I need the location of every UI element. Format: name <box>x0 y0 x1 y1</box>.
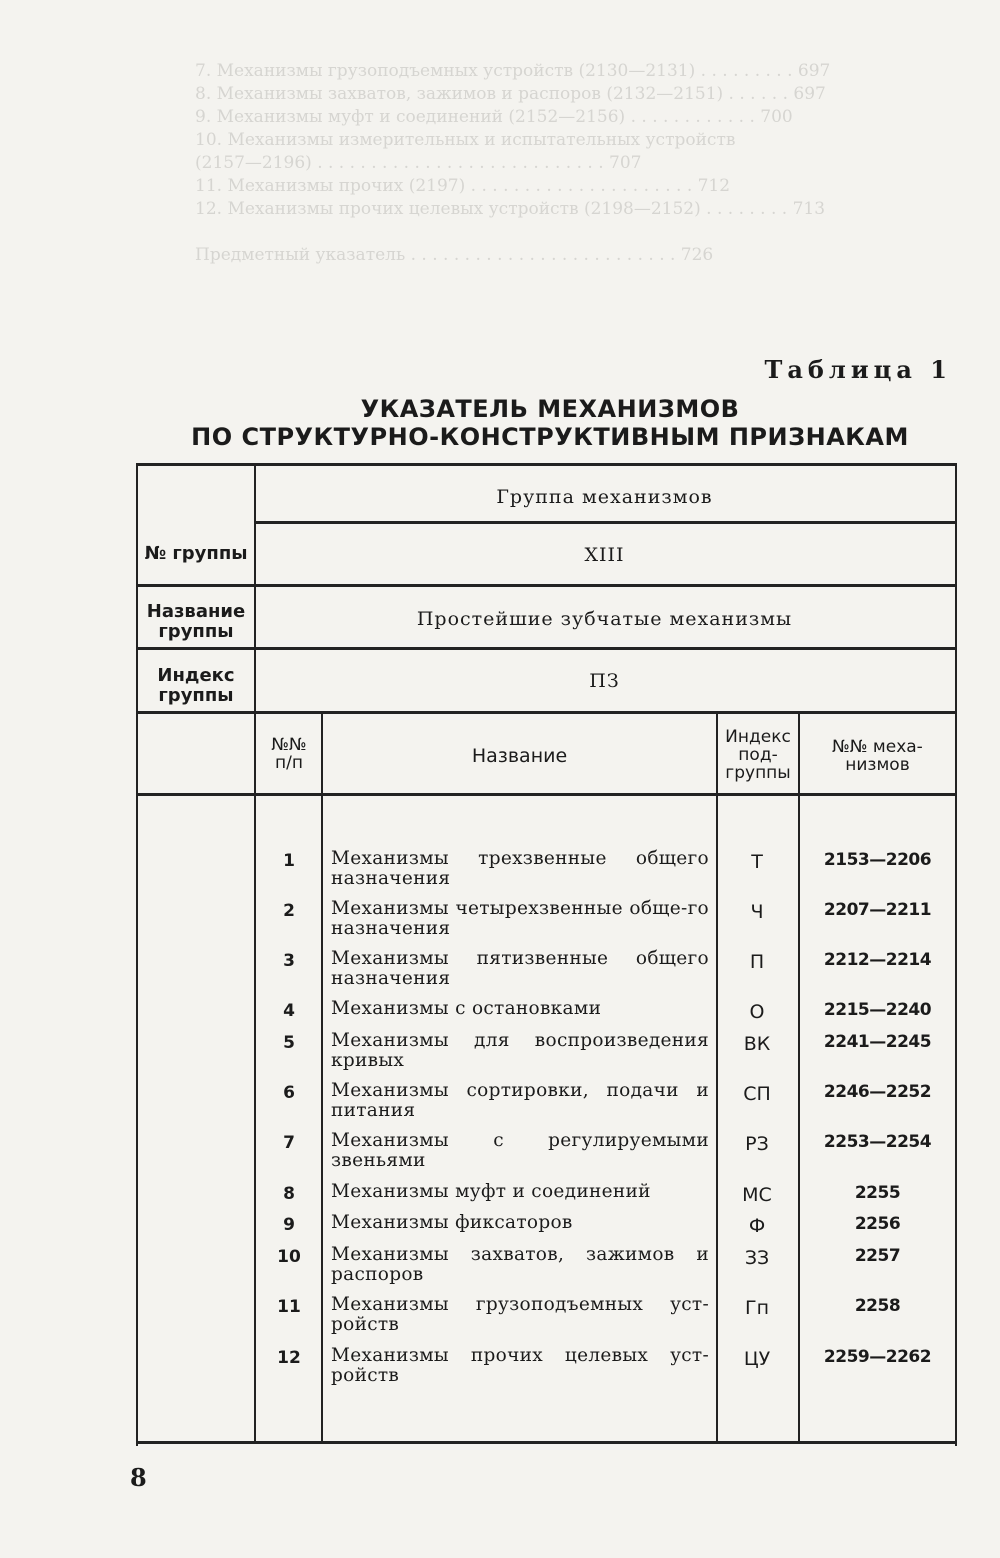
page-number: 8 <box>130 1463 147 1492</box>
row-index: Гп <box>744 1297 769 1319</box>
rule <box>138 711 955 714</box>
row-name: Механизмы грузоподъемных уст-ройств <box>331 1294 709 1335</box>
ghost-line: 8. Механизмы захватов, зажимов и распоров (2132—2151) . . . . . . 697 <box>195 84 826 104</box>
row-range: 2259—2262 <box>823 1347 932 1367</box>
table-row <box>138 1245 955 1295</box>
group-caption: Группа механизмов <box>496 486 713 508</box>
table-row <box>138 849 955 899</box>
rule <box>138 647 955 650</box>
col-subidx-head-line: под- <box>738 745 778 765</box>
group-name-label: группы <box>158 621 234 642</box>
page-subtitle: ПО СТРУКТУРНО-КОНСТРУКТИВНЫМ ПРИЗНАКАМ <box>191 423 909 451</box>
group-index-label: группы <box>158 685 234 706</box>
group-index-label: Индекс <box>157 665 235 686</box>
row-range: 2246—2252 <box>823 1082 932 1102</box>
ghost-line: 12. Механизмы прочих целевых устройств (2198—2152) . . . . . . . . 713 <box>195 199 826 219</box>
rule <box>138 1441 955 1444</box>
row-name: Механизмы с регулируемыми звеньями <box>331 1130 709 1171</box>
table-label: Таблица 1 <box>764 355 952 384</box>
table-row <box>138 1031 955 1081</box>
row-range: 2257 <box>854 1246 901 1266</box>
row-number: 2 <box>283 901 295 921</box>
row-index: О <box>749 1001 765 1023</box>
ghost-line: (2157—2196) . . . . . . . . . . . . . . . . . . . . . . . . . . . 707 <box>195 153 642 173</box>
row-range: 2241—2245 <box>823 1032 932 1052</box>
table-row <box>138 1182 955 1212</box>
row-number: 10 <box>277 1247 301 1267</box>
table-row <box>138 1295 955 1345</box>
table-row <box>138 1081 955 1131</box>
ghost-line <box>195 221 965 244</box>
row-number: 5 <box>283 1033 295 1053</box>
row-name: Механизмы для воспроизведения кривых <box>331 1030 709 1071</box>
row-index: ЦУ <box>743 1348 771 1370</box>
rule <box>138 793 955 796</box>
bleed-through-text <box>195 60 965 267</box>
col-num-head <box>256 736 322 772</box>
col-name-head: Название <box>471 745 568 767</box>
row-index: Ч <box>750 901 764 923</box>
row-index: ВК <box>743 1033 771 1055</box>
row-name: Механизмы пятизвенные общего назначения <box>331 948 709 989</box>
row-name: Механизмы трехзвенные общего назначения <box>331 848 709 889</box>
row-index: РЗ <box>745 1133 769 1155</box>
row-index: МС <box>742 1184 772 1206</box>
row-range: 2153—2206 <box>823 850 932 870</box>
col-subidx-head-line: Индекс <box>725 727 791 747</box>
table-row <box>138 1213 955 1243</box>
col-num-head-line: п/п <box>275 753 303 773</box>
row-name: Механизмы прочих целевых уст-ройств <box>331 1345 709 1386</box>
row-range: 2255 <box>854 1183 901 1203</box>
col-range-head-line: №№ меха- <box>832 737 923 757</box>
row-range: 2253—2254 <box>823 1132 932 1152</box>
row-index: Т <box>751 851 763 873</box>
col-subidx-head <box>717 728 799 782</box>
table-row <box>138 899 955 949</box>
row-number: 7 <box>283 1133 295 1153</box>
row-name: Механизмы четырехзвенные обще-го назначения <box>331 898 709 939</box>
row-name: Механизмы сортировки, подачи и питания <box>331 1080 709 1121</box>
ghost-line: 11. Механизмы прочих (2197) . . . . . . . . . . . . . . . . . . . . . 712 <box>195 176 731 196</box>
row-number: 4 <box>283 1001 295 1021</box>
table-row <box>138 999 955 1029</box>
ghost-line: Предметный указатель . . . . . . . . . . . . . . . . . . . . . . . . . 726 <box>195 245 714 265</box>
row-range: 2212—2214 <box>823 950 932 970</box>
ghost-line: 10. Механизмы измерительных и испытательных устройств <box>195 130 736 150</box>
group-name-value: Простейшие зубчатые механизмы <box>416 608 793 630</box>
row-range: 2215—2240 <box>823 1000 932 1020</box>
row-number: 3 <box>283 951 295 971</box>
rule <box>138 584 955 587</box>
table-row <box>138 1346 955 1396</box>
row-range: 2258 <box>854 1296 901 1316</box>
table-row <box>138 1131 955 1181</box>
rule <box>254 521 955 524</box>
row-range: 2207—2211 <box>823 900 932 920</box>
row-index: ЗЗ <box>744 1247 770 1269</box>
group-no-label: № группы <box>144 543 248 564</box>
ghost-line: 7. Механизмы грузоподъемных устройств (2130—2131) . . . . . . . . . 697 <box>195 61 831 81</box>
table-row <box>138 949 955 999</box>
group-index-value: ПЗ <box>589 670 620 692</box>
row-number: 11 <box>277 1297 301 1317</box>
col-range-head-line: низмов <box>845 755 910 775</box>
row-number: 9 <box>283 1215 295 1235</box>
page-title: УКАЗАТЕЛЬ МЕХАНИЗМОВ <box>360 395 740 423</box>
row-number: 12 <box>277 1348 301 1368</box>
col-range-head <box>800 738 955 774</box>
row-name: Механизмы захватов, зажимов и распоров <box>331 1244 709 1285</box>
row-name: Механизмы фиксаторов <box>331 1212 573 1233</box>
ghost-line: 9. Механизмы муфт и соединений (2152—2156) . . . . . . . . . . . . 700 <box>195 107 793 127</box>
col-subidx-head-line: группы <box>725 763 791 783</box>
row-index: СП <box>743 1083 771 1105</box>
col-num-head-line: №№ <box>271 735 307 755</box>
row-index: Ф <box>748 1215 766 1237</box>
row-index: П <box>749 951 765 973</box>
row-name: Механизмы с остановками <box>331 998 602 1019</box>
group-no-value: XIII <box>584 544 625 566</box>
row-number: 8 <box>283 1184 295 1204</box>
row-range: 2256 <box>854 1214 901 1234</box>
group-name-label: Название <box>146 601 246 622</box>
row-number: 6 <box>283 1083 295 1103</box>
row-name: Механизмы муфт и соединений <box>331 1181 651 1202</box>
row-number: 1 <box>283 851 295 871</box>
index-table <box>136 463 957 1446</box>
